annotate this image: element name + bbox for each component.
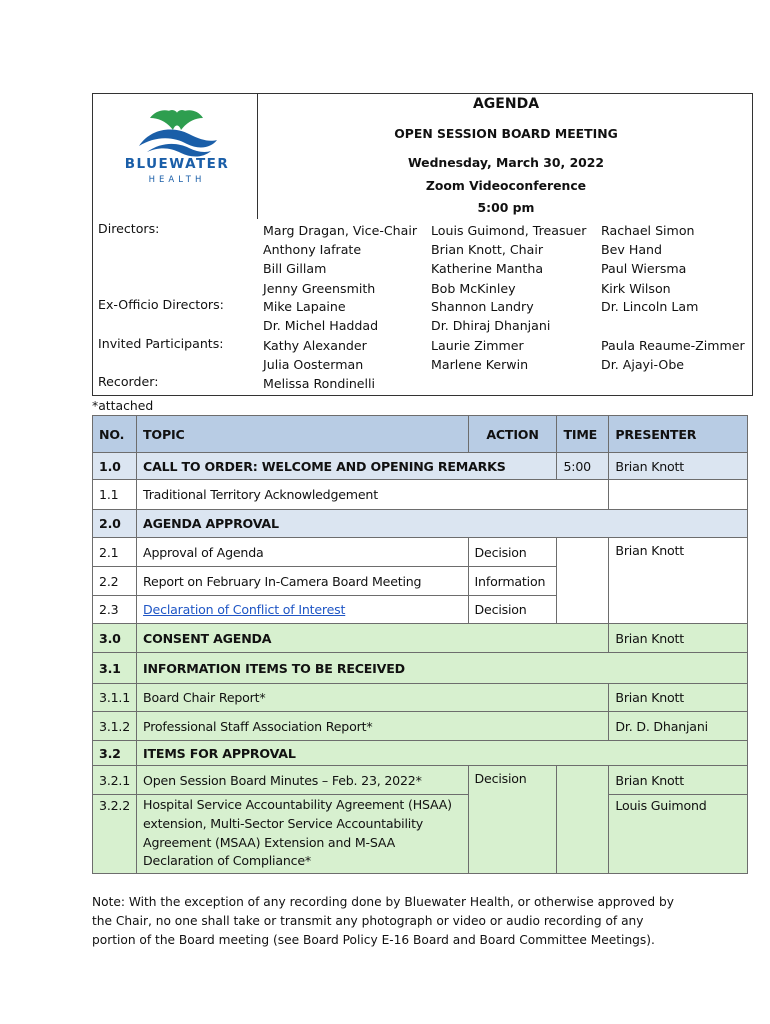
directors-col-1 <box>263 221 417 298</box>
item-presenter: Brian Knott <box>609 766 748 795</box>
header-action: ACTION <box>468 416 557 453</box>
recorder-name: Melissa Rondinelli <box>263 376 376 391</box>
item-time <box>557 766 609 874</box>
item-topic: Report on February In-Camera Board Meeting <box>137 567 469 596</box>
item-action: Decision <box>468 766 557 874</box>
table-row <box>93 453 748 480</box>
page-title: AGENDA <box>472 96 540 112</box>
item-time <box>557 538 609 624</box>
directors-label: Directors: <box>98 221 160 236</box>
item-number: 3.2.2 <box>93 795 137 874</box>
item-topic: CALL TO ORDER: WELCOME AND OPENING REMARKS <box>137 453 557 480</box>
item-action: Information <box>468 567 557 596</box>
exofficio-col-1 <box>263 297 378 335</box>
item-number: 2.1 <box>93 538 137 567</box>
item-presenter: Dr. D. Dhanjani <box>609 712 748 741</box>
table-row <box>93 653 748 684</box>
table-row <box>93 795 748 874</box>
director-name: Bev Hand <box>601 242 663 258</box>
item-topic: ITEMS FOR APPROVAL <box>137 741 748 766</box>
item-presenter: Brian Knott <box>609 684 748 712</box>
director-name: Brian Knott, Chair <box>431 242 544 258</box>
item-number: 1.1 <box>93 480 137 510</box>
meeting-date: Wednesday, March 30, 2022 <box>407 155 605 170</box>
item-topic: Hospital Service Accountability Agreement (HSAA) extension, Multi-Sector Service Accountability Agreement (MSAA) Extension and M-SAA Declaration of Compliance* <box>137 795 469 874</box>
item-number: 2.0 <box>93 510 137 538</box>
invited-col-1 <box>263 336 367 374</box>
director-name: Bill Gillam <box>263 261 327 277</box>
item-time: 5:00 <box>557 453 609 480</box>
item-topic: Board Chair Report* <box>137 684 609 712</box>
exofficio-col-3 <box>601 297 698 316</box>
directors-col-3 <box>601 221 695 298</box>
item-number: 1.0 <box>93 453 137 480</box>
exofficio-name: Dr. Dhiraj Dhanjani <box>431 318 551 334</box>
meeting-name: OPEN SESSION BOARD MEETING <box>394 126 618 141</box>
invited-name: Marlene Kerwin <box>431 357 529 373</box>
item-topic: Traditional Territory Acknowledgement <box>137 480 609 510</box>
exofficio-name: Dr. Michel Haddad <box>263 318 379 334</box>
table-row <box>93 538 748 567</box>
director-name: Kirk Wilson <box>601 280 671 296</box>
item-topic: INFORMATION ITEMS TO BE RECEIVED <box>137 653 748 684</box>
item-presenter <box>609 480 748 510</box>
item-number: 3.2.1 <box>93 766 137 795</box>
leaf-logo-icon <box>117 106 237 186</box>
item-topic: CONSENT AGENDA <box>137 624 609 653</box>
director-name: Katherine Mantha <box>431 261 544 277</box>
svg-text:BLUEWATER: BLUEWATER <box>124 156 230 172</box>
item-number: 2.2 <box>93 567 137 596</box>
director-name: Louis Guimond, Treasuer <box>431 223 587 238</box>
director-name: Jenny Greensmith <box>263 280 376 296</box>
director-name: Rachael Simon <box>601 223 695 238</box>
header-time: TIME <box>557 416 609 453</box>
director-name: Anthony Iafrate <box>263 242 362 258</box>
invited-name: Kathy Alexander <box>263 338 367 353</box>
item-action: Decision <box>468 596 557 624</box>
recorder-label: Recorder: <box>98 374 159 389</box>
footer-note: Note: With the exception of any recording done by Bluewater Health, or otherwise approved by the Chair, no one shall take or transmit any photograph or video or audio recording of any portion of the Board meeting (see Board Policy E-16 Board and Board Committee Meetings). <box>92 895 674 947</box>
exofficio-name: Dr. Lincoln Lam <box>601 299 699 314</box>
table-row <box>93 480 748 510</box>
item-presenter: Louis Guimond <box>609 795 748 874</box>
invited-col-2 <box>431 336 528 374</box>
meeting-location: Zoom Videoconference <box>425 178 587 193</box>
invited-col-3 <box>601 336 745 374</box>
item-number: 3.1.1 <box>93 684 137 712</box>
item-presenter: Brian Knott <box>609 538 748 624</box>
exofficio-col-2 <box>431 297 550 335</box>
invited-name: Laurie Zimmer <box>431 338 524 353</box>
table-row <box>93 510 748 538</box>
director-name: Paul Wiersma <box>601 261 687 277</box>
table-row <box>93 712 748 741</box>
invited-name: Dr. Ajayi-Obe <box>601 357 685 373</box>
item-number: 3.2 <box>93 741 137 766</box>
director-name: Bob McKinley <box>431 280 516 296</box>
item-action: Decision <box>468 538 557 567</box>
invited-name: Paula Reaume-Zimmer <box>601 338 745 353</box>
item-number: 3.0 <box>93 624 137 653</box>
invited-name: Julia Oosterman <box>263 357 364 373</box>
header-presenter: PRESENTER <box>609 416 748 453</box>
item-topic: Open Session Board Minutes – Feb. 23, 2022* <box>137 766 469 795</box>
table-row <box>93 624 748 653</box>
header-no: NO. <box>93 416 137 453</box>
header-topic: TOPIC <box>137 416 469 453</box>
exofficio-name: Shannon Landry <box>431 299 534 314</box>
item-number: 2.3 <box>93 596 137 624</box>
attached-note: *attached <box>92 398 154 413</box>
table-row <box>93 684 748 712</box>
item-presenter: Brian Knott <box>609 453 748 480</box>
exofficio-name: Mike Lapaine <box>263 299 346 314</box>
item-number: 3.1 <box>93 653 137 684</box>
table-header-row <box>93 416 748 453</box>
invited-label: Invited Participants: <box>98 336 224 351</box>
svg-text:HEALTH: HEALTH <box>148 175 206 185</box>
directors-col-2 <box>431 221 586 298</box>
table-row <box>93 766 748 795</box>
item-number: 3.1.2 <box>93 712 137 741</box>
director-name: Marg Dragan, Vice-Chair <box>263 223 418 238</box>
exofficio-label: Ex-Officio Directors: <box>98 297 224 312</box>
item-presenter: Brian Knott <box>609 624 748 653</box>
meeting-time: 5:00 pm <box>477 200 535 215</box>
item-topic: AGENDA APPROVAL <box>137 510 748 538</box>
declaration-conflict-link[interactable]: Declaration of Conflict of Interest <box>143 602 346 617</box>
agenda-table <box>92 415 748 874</box>
item-topic: Approval of Agenda <box>137 538 469 567</box>
item-topic: Professional Staff Association Report* <box>137 712 609 741</box>
table-row <box>93 741 748 766</box>
bluewater-health-logo <box>117 106 237 186</box>
